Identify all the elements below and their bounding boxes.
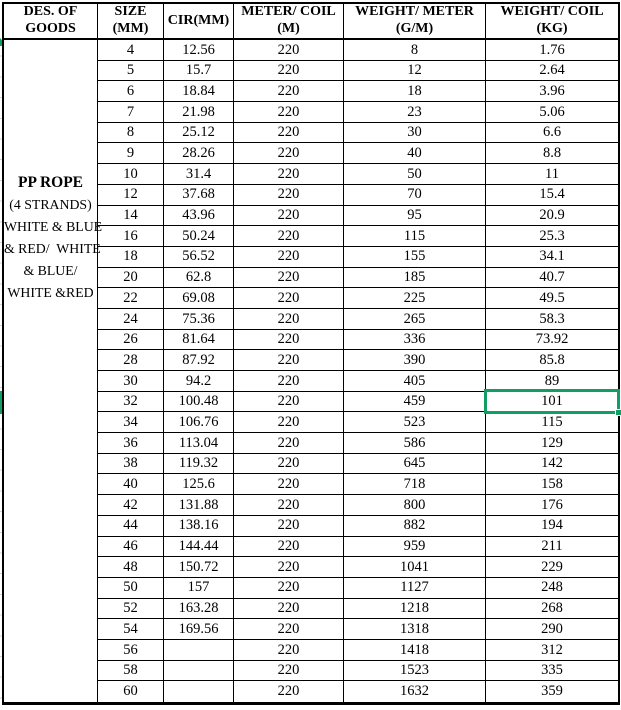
cell-cir-size-26[interactable]: 81.64 — [164, 330, 234, 351]
cell-meter-coil-size-20[interactable]: 220 — [234, 268, 344, 289]
cell-size-size-9[interactable]: 9 — [98, 143, 164, 164]
cell-weight-coil-size-26[interactable]: 73.92 — [486, 330, 618, 351]
cell-size-size-10[interactable]: 10 — [98, 164, 164, 185]
cell-weight-meter-size-38[interactable]: 645 — [344, 454, 486, 475]
product-name: PP ROPE — [17, 174, 83, 191]
cell-meter-coil-size-58[interactable]: 220 — [234, 661, 344, 682]
cell-meter-coil-size-16[interactable]: 220 — [234, 226, 344, 247]
cell-weight-meter-size-28[interactable]: 390 — [344, 350, 486, 371]
col-header-size[interactable] — [98, 4, 164, 40]
cell-weight-meter-size-10[interactable]: 50 — [344, 164, 486, 185]
cell-weight-coil-size-8[interactable]: 6.6 — [486, 123, 618, 144]
cell-meter-coil-size-14[interactable]: 220 — [234, 206, 344, 227]
cell-weight-meter-size-40[interactable]: 718 — [344, 474, 486, 495]
cell-size-size-40[interactable]: 40 — [98, 474, 164, 495]
cell-cir-size-9[interactable]: 28.26 — [164, 143, 234, 164]
cell-weight-meter-size-6[interactable]: 18 — [344, 81, 486, 102]
cell-weight-coil-size-6[interactable]: 3.96 — [486, 81, 618, 102]
selection-border[interactable] — [484, 389, 620, 415]
cell-size-size-14[interactable]: 14 — [98, 206, 164, 227]
cell-meter-coil-size-54[interactable]: 220 — [234, 619, 344, 640]
col-header-des-of-goods[interactable] — [4, 4, 98, 40]
cell-size-size-24[interactable]: 24 — [98, 309, 164, 330]
header-line: DES. OF — [23, 4, 78, 20]
cell-size-size-54[interactable]: 54 — [98, 619, 164, 640]
col-header-cir[interactable] — [164, 4, 234, 40]
cell-weight-coil-size-50[interactable]: 248 — [486, 578, 618, 599]
cell-weight-meter-size-30[interactable]: 405 — [344, 371, 486, 392]
cell-cir-size-42[interactable]: 131.88 — [164, 495, 234, 516]
cell-cir-size-16[interactable]: 50.24 — [164, 226, 234, 247]
cell-meter-coil-size-30[interactable]: 220 — [234, 371, 344, 392]
cell-weight-meter-size-4[interactable]: 8 — [344, 40, 486, 61]
cell-size-size-12[interactable]: 12 — [98, 185, 164, 206]
cell-weight-meter-size-36[interactable]: 586 — [344, 433, 486, 454]
col-header-weight-coil[interactable] — [486, 4, 618, 40]
cell-weight-meter-size-18[interactable]: 155 — [344, 247, 486, 268]
cell-meter-coil-size-52[interactable]: 220 — [234, 599, 344, 620]
cell-weight-coil-size-20[interactable]: 40.7 — [486, 268, 618, 289]
cell-meter-coil-size-44[interactable]: 220 — [234, 516, 344, 537]
cell-meter-coil-size-6[interactable]: 220 — [234, 81, 344, 102]
cell-weight-coil-size-56[interactable]: 312 — [486, 640, 618, 661]
cell-weight-meter-size-5[interactable]: 12 — [344, 61, 486, 82]
goods-description-line: & RED/ WHITE — [4, 241, 101, 256]
cell-size-size-32[interactable]: 32 — [98, 392, 164, 413]
cell-size-size-60[interactable]: 60 — [98, 681, 164, 702]
cell-meter-coil-size-24[interactable]: 220 — [234, 309, 344, 330]
cell-weight-coil-size-36[interactable]: 129 — [486, 433, 618, 454]
goods-description-line: WHITE & BLUE — [4, 219, 103, 234]
cell-size-size-18[interactable]: 18 — [98, 247, 164, 268]
cell-weight-coil-size-30[interactable]: 89 — [486, 371, 618, 392]
cell-meter-coil-size-10[interactable]: 220 — [234, 164, 344, 185]
cell-cir-size-56[interactable] — [164, 640, 234, 661]
cell-weight-coil-size-60[interactable]: 359 — [541, 683, 563, 700]
cell-cir-size-58[interactable] — [164, 661, 234, 682]
cell-weight-meter-size-60[interactable]: 1632 — [344, 681, 486, 702]
cell-cir-size-32[interactable]: 100.48 — [164, 392, 234, 413]
cell-size-size-34[interactable]: 34 — [98, 412, 164, 433]
cell-meter-coil-size-8[interactable]: 220 — [234, 123, 344, 144]
cell-size-size-30[interactable]: 30 — [98, 371, 164, 392]
cell-meter-coil-size-22[interactable]: 220 — [234, 288, 344, 309]
header-line: (KG) — [536, 21, 568, 36]
cell-size-size-26[interactable]: 26 — [98, 330, 164, 351]
cell-cir-size-28[interactable]: 87.92 — [164, 350, 234, 371]
cell-cir-size-14[interactable]: 43.96 — [164, 206, 234, 227]
cell-meter-coil-size-50[interactable]: 220 — [234, 578, 344, 599]
cell-cir-size-5[interactable]: 15.7 — [164, 61, 234, 82]
cell-weight-meter-size-46[interactable]: 959 — [344, 537, 486, 558]
cell-weight-coil-size-46[interactable]: 211 — [486, 537, 618, 558]
cell-size-size-50[interactable]: 50 — [98, 578, 164, 599]
cell-meter-coil-size-26[interactable]: 220 — [234, 330, 344, 351]
cell-weight-coil-size-34[interactable]: 115 — [486, 412, 618, 433]
cell-weight-coil-size-38[interactable]: 142 — [486, 454, 618, 475]
cell-weight-coil-size-12[interactable]: 15.4 — [486, 185, 618, 206]
cell-weight-meter-size-50[interactable]: 1127 — [344, 578, 486, 599]
cell-cir-size-36[interactable]: 113.04 — [164, 433, 234, 454]
cell-weight-meter-size-58[interactable]: 1523 — [344, 661, 486, 682]
header-line: (M) — [277, 21, 300, 36]
cell-meter-coil-size-42[interactable]: 220 — [234, 495, 344, 516]
cell-cir-size-44[interactable]: 138.16 — [164, 516, 234, 537]
cell-meter-coil-size-32[interactable]: 220 — [234, 392, 344, 413]
cell-weight-coil-size-18[interactable]: 34.1 — [486, 247, 618, 268]
cell-size-size-46[interactable]: 46 — [98, 537, 164, 558]
cell-size-size-28[interactable]: 28 — [98, 350, 164, 371]
cell-weight-coil-size-10[interactable]: 11 — [486, 164, 618, 185]
cell-size-size-16[interactable]: 16 — [98, 226, 164, 247]
cell-cir-size-10[interactable]: 31.4 — [164, 164, 234, 185]
cell-size-size-44[interactable]: 44 — [98, 516, 164, 537]
cell-weight-coil-size-52[interactable]: 268 — [486, 599, 618, 620]
cell-cir-size-7[interactable]: 21.98 — [164, 102, 234, 123]
cell-cir-size-8[interactable]: 25.12 — [164, 123, 234, 144]
cell-weight-meter-size-8[interactable]: 30 — [344, 123, 486, 144]
cell-cir-size-30[interactable]: 94.2 — [164, 371, 234, 392]
header-line: SIZE — [114, 4, 147, 20]
header-line: WEIGHT/ METER — [355, 4, 474, 20]
cell-weight-meter-size-42[interactable]: 800 — [344, 495, 486, 516]
cell-cir-size-20[interactable]: 62.8 — [164, 268, 234, 289]
cell-cir-size-60[interactable] — [164, 681, 234, 702]
cell-meter-coil-size-40[interactable]: 220 — [234, 474, 344, 495]
cell-cir-size-24[interactable]: 75.36 — [164, 309, 234, 330]
cell-weight-meter-size-32[interactable]: 459 — [344, 392, 486, 413]
goods-description-cell[interactable] — [4, 40, 103, 702]
cell-cir-size-38[interactable]: 119.32 — [164, 454, 234, 475]
col-header-weight-meter[interactable] — [344, 4, 486, 40]
cell-weight-coil-size-14[interactable]: 20.9 — [486, 206, 618, 227]
cell-weight-meter-size-48[interactable]: 1041 — [344, 557, 486, 578]
cell-weight-meter-size-26[interactable]: 336 — [344, 330, 486, 351]
cell-size-size-6[interactable]: 6 — [98, 81, 164, 102]
cell-weight-meter-size-20[interactable]: 185 — [344, 268, 486, 289]
cell-weight-coil-size-24[interactable]: 58.3 — [486, 309, 618, 330]
goods-description-line: & BLUE/ — [23, 263, 78, 278]
cell-cir-size-46[interactable]: 144.44 — [164, 537, 234, 558]
rope-spec-table — [2, 2, 620, 705]
cell-cir-size-54[interactable]: 169.56 — [164, 619, 234, 640]
cell-weight-meter-size-22[interactable]: 225 — [344, 288, 486, 309]
cell-size-size-56[interactable]: 56 — [98, 640, 164, 661]
cell-meter-coil-size-7[interactable]: 220 — [234, 102, 344, 123]
cell-weight-coil-size-58[interactable]: 335 — [486, 661, 618, 682]
cell-size-size-20[interactable]: 20 — [98, 268, 164, 289]
cell-weight-meter-size-7[interactable]: 23 — [344, 102, 486, 123]
cell-cir-size-40[interactable]: 125.6 — [164, 474, 234, 495]
cell-meter-coil-size-56[interactable]: 220 — [234, 640, 344, 661]
cell-meter-coil-size-36[interactable]: 220 — [234, 433, 344, 454]
cell-weight-meter-size-52[interactable]: 1218 — [344, 599, 486, 620]
cell-weight-meter-size-54[interactable]: 1318 — [344, 619, 486, 640]
cell-weight-coil-size-40[interactable]: 158 — [486, 474, 618, 495]
cell-meter-coil-size-38[interactable]: 220 — [234, 454, 344, 475]
cell-size-size-22[interactable]: 22 — [98, 288, 164, 309]
cell-cir-size-48[interactable]: 150.72 — [164, 557, 234, 578]
cell-weight-meter-size-9[interactable]: 40 — [344, 143, 486, 164]
cell-weight-meter-size-56[interactable]: 1418 — [344, 640, 486, 661]
cell-meter-coil-size-5[interactable]: 220 — [234, 61, 344, 82]
cell-weight-coil-size-9[interactable]: 8.8 — [486, 143, 618, 164]
cell-meter-coil-size-34[interactable]: 220 — [234, 412, 344, 433]
cell-weight-meter-size-44[interactable]: 882 — [344, 516, 486, 537]
cell-meter-coil-size-28[interactable]: 220 — [234, 350, 344, 371]
cell-weight-coil-size-28[interactable]: 85.8 — [486, 350, 618, 371]
cell-meter-coil-size-48[interactable]: 220 — [234, 557, 344, 578]
cell-weight-meter-size-14[interactable]: 95 — [344, 206, 486, 227]
header-line: METER/ COIL — [241, 4, 336, 20]
cell-cir-size-52[interactable]: 163.28 — [164, 599, 234, 620]
cell-meter-coil-size-12[interactable]: 220 — [234, 185, 344, 206]
cell-weight-coil-size-4[interactable]: 1.76 — [486, 40, 618, 61]
cell-cir-size-18[interactable]: 56.52 — [164, 247, 234, 268]
cell-weight-coil-size-54[interactable]: 290 — [486, 619, 618, 640]
cell-weight-coil-size-5[interactable]: 2.64 — [486, 61, 618, 82]
header-line: (G/M) — [395, 21, 434, 36]
cell-weight-coil-size-16[interactable]: 25.3 — [486, 226, 618, 247]
cell-weight-coil-size-48[interactable]: 229 — [486, 557, 618, 578]
cell-cir-size-22[interactable]: 69.08 — [164, 288, 234, 309]
cell-weight-coil-size-32[interactable]: 101 — [486, 392, 618, 413]
cell-cir-size-4[interactable]: 12.56 — [164, 40, 234, 61]
col-header-meter-coil[interactable] — [234, 4, 344, 40]
cell-size-size-58[interactable]: 58 — [98, 661, 164, 682]
cell-weight-coil-size-44[interactable]: 194 — [486, 516, 618, 537]
header-line: GOODS — [25, 21, 76, 36]
header-line: WEIGHT/ COIL — [500, 4, 604, 20]
cell-weight-coil-size-22[interactable]: 49.5 — [486, 288, 618, 309]
cell-weight-meter-size-34[interactable]: 523 — [344, 412, 486, 433]
cell-size-size-52[interactable]: 52 — [98, 599, 164, 620]
cell-size-size-7[interactable]: 7 — [98, 102, 164, 123]
cell-weight-coil-size-7[interactable]: 5.06 — [486, 102, 618, 123]
cell-weight-meter-size-24[interactable]: 265 — [344, 309, 486, 330]
goods-description-line: (4 STRANDS) — [9, 197, 92, 212]
cell-size-size-48[interactable]: 48 — [98, 557, 164, 578]
cell-meter-coil-size-9[interactable]: 220 — [234, 143, 344, 164]
cell-weight-meter-size-16[interactable]: 115 — [344, 226, 486, 247]
cell-meter-coil-size-60[interactable]: 220 — [234, 681, 344, 702]
cell-size-size-5[interactable]: 5 — [98, 61, 164, 82]
cell-weight-coil-size-42[interactable]: 176 — [486, 495, 618, 516]
cell-meter-coil-size-18[interactable]: 220 — [234, 247, 344, 268]
cell-cir-size-12[interactable]: 37.68 — [164, 185, 234, 206]
header-line: (MM) — [112, 21, 149, 36]
cell-meter-coil-size-4[interactable]: 220 — [234, 40, 344, 61]
cell-cir-size-34[interactable]: 106.76 — [164, 412, 234, 433]
cell-size-size-4[interactable]: 4 — [98, 40, 164, 61]
header-line: CIR(MM) — [167, 12, 230, 28]
goods-description-line: WHITE &RED — [7, 285, 94, 300]
fill-handle[interactable] — [615, 409, 621, 416]
cell-size-size-38[interactable]: 38 — [98, 454, 164, 475]
cell-cir-size-6[interactable]: 18.84 — [164, 81, 234, 102]
cell-meter-coil-size-46[interactable]: 220 — [234, 537, 344, 558]
cell-weight-meter-size-12[interactable]: 70 — [344, 185, 486, 206]
cell-cir-size-50[interactable]: 157 — [164, 578, 234, 599]
cell-size-size-36[interactable]: 36 — [98, 433, 164, 454]
cell-size-size-8[interactable]: 8 — [98, 123, 164, 144]
cell-size-size-42[interactable]: 42 — [98, 495, 164, 516]
